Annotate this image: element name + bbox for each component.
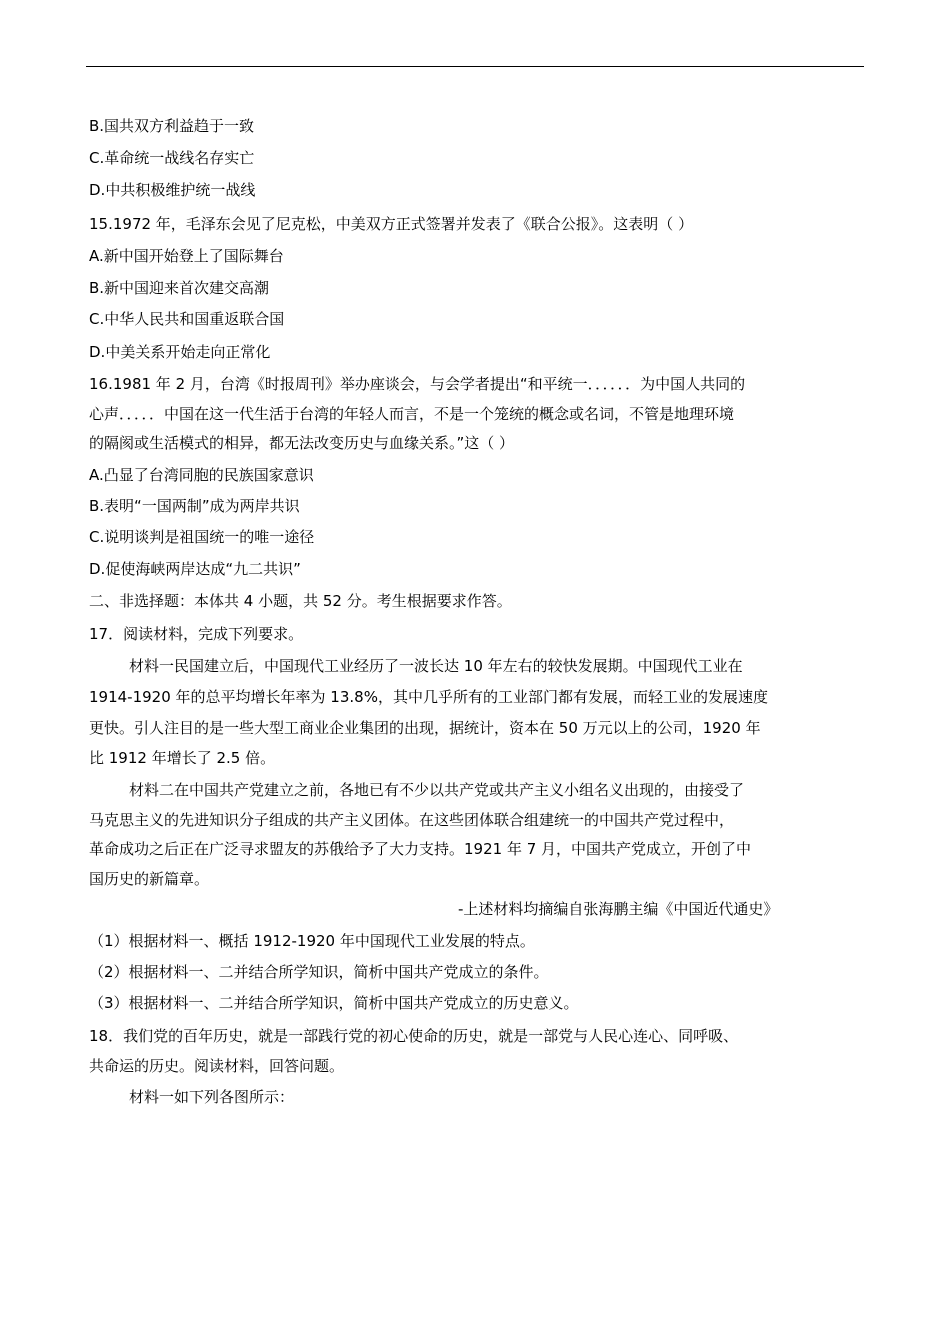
q17-material2-line: 马克思主义的先进知识分子组成的共产主义团体。在这些团体联合组建统一的中国共产党过程中， xyxy=(89,811,735,829)
q17-sub-question: （3）根据材料一、二并结合所学知识，简析中国共产党成立的历史意义。 xyxy=(89,994,579,1012)
q14-option-c: C.革命统一战线名存实亡 xyxy=(89,149,255,167)
q15-option-a: A.新中国开始登上了国际舞台 xyxy=(89,247,284,265)
q16-option-c: C.说明谈判是祖国统一的唯一途径 xyxy=(89,528,315,546)
q17-material2-line: 材料二在中国共产党建立之前，各地已有不少以共产党或共产主义小组名义出现的，由接受了 xyxy=(129,781,745,799)
q14-option-d: D.中共积极维护统一战线 xyxy=(89,181,256,199)
q16-stem-line: 的隔阂或生活模式的相异，都无法改变历史与血缘关系。”这（ ） xyxy=(89,434,515,452)
q15-option-c: C.中华人民共和国重返联合国 xyxy=(89,310,285,328)
q15-option-b: B.新中国迎来首次建交高潮 xyxy=(89,279,270,297)
q17-source: -上述材料均摘编自张海鹏主编《中国近代通史》 xyxy=(458,900,779,918)
q15-option-d: D.中美关系开始走向正常化 xyxy=(89,343,271,361)
q14-option-b: B.国共双方利益趋于一致 xyxy=(89,117,255,135)
q17-sub-question: （1）根据材料一、概括 1912-1920 年中国现代工业发展的特点。 xyxy=(89,932,535,950)
header-rule xyxy=(86,66,864,67)
q18-stem-line: 18．我们党的百年历史，就是一部践行党的初心使命的历史，就是一部党与人民心连心、同呼吸、 xyxy=(89,1027,739,1045)
q18-material1: 材料一如下列各图所示： xyxy=(129,1088,295,1106)
q15-stem: 15.1972 年，毛泽东会见了尼克松，中美双方正式签署并发表了《联合公报》。这表明（ ） xyxy=(89,215,694,233)
q17-material1-line: 材料一民国建立后，中国现代工业经历了一波长达 10 年左右的较快发展期。中国现代工业在 xyxy=(129,657,743,675)
q17-material1-line: 比 1912 年增长了 2.5 倍。 xyxy=(89,749,276,767)
section2-title: 二、非选择题：本体共 4 小题，共 52 分。考生根据要求作答。 xyxy=(89,592,512,610)
q17-material1-line: 1914-1920 年的总平均增长年率为 13.8%，其中几乎所有的工业部门都有发展，而轻工业的发展速度 xyxy=(89,688,768,706)
q16-stem-line: 16.1981 年 2 月，台湾《时报周刊》举办座谈会，与会学者提出“和平统一．．．．．．为中国人共同的 xyxy=(89,375,746,393)
q17-sub-question: （2）根据材料一、二并结合所学知识，简析中国共产党成立的条件。 xyxy=(89,963,549,981)
q17-material2-line: 革命成功之后正在广泛寻求盟友的苏俄给予了大力支持。1921 年 7 月，中国共产党成立，开创了中 xyxy=(89,840,752,858)
q17-material2-line: 国历史的新篇章。 xyxy=(89,870,210,888)
q17-material1-line: 更快。引人注目的是一些大型工商业企业集团的出现，据统计，资本在 50 万元以上的公司，1920 年 xyxy=(89,719,761,737)
q16-option-d: D.促使海峡两岸达成“九二共识” xyxy=(89,560,301,578)
q16-option-a: A.凸显了台湾同胞的民族国家意识 xyxy=(89,466,314,484)
q16-stem-line: 心声．．．．．中国在这一代生活于台湾的年轻人而言，不是一个笼统的概念或名词，不管是地理环境 xyxy=(89,405,735,423)
q18-stem-line: 共命运的历史。阅读材料，回答问题。 xyxy=(89,1057,345,1075)
q17-stem: 17．阅读材料，完成下列要求。 xyxy=(89,625,304,643)
q16-option-b: B.表明“一国两制”成为两岸共识 xyxy=(89,497,300,515)
